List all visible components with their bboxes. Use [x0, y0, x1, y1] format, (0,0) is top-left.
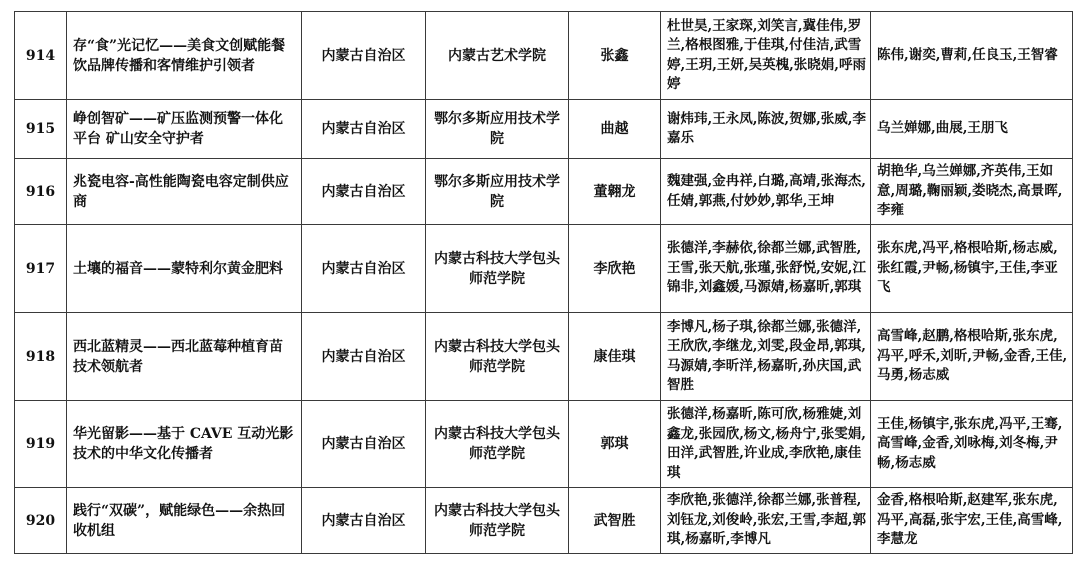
advisors: 金香,格根哈斯,赵建军,张东虎,冯平,高磊,张宇宏,王佳,高雪峰,李慧龙 — [871, 488, 1073, 554]
region: 内蒙古自治区 — [302, 225, 426, 313]
team-leader: 李欣艳 — [569, 225, 661, 313]
team-leader: 曲越 — [569, 100, 661, 159]
team-leader: 董翱龙 — [569, 159, 661, 225]
row-number: 914 — [15, 12, 67, 100]
team-members: 魏建强,金冉祥,白璐,高靖,张海杰,任婧,郭燕,付妙妙,郭华,王坤 — [661, 159, 871, 225]
school-name: 内蒙古科技大学包头师范学院 — [426, 488, 569, 554]
team-members: 谢炜玮,王永凤,陈波,贺娜,张威,李嘉乐 — [661, 100, 871, 159]
advisors: 王佳,杨镇宇,张东虎,冯平,王骞,高雪峰,金香,刘咏梅,刘冬梅,尹畅,杨志威 — [871, 401, 1073, 488]
table-row — [15, 313, 1073, 401]
row-number: 920 — [15, 488, 67, 554]
school-name: 内蒙古科技大学包头师范学院 — [426, 313, 569, 401]
advisors: 乌兰婵娜,曲展,王朋飞 — [871, 100, 1073, 159]
region: 内蒙古自治区 — [302, 401, 426, 488]
row-number: 918 — [15, 313, 67, 401]
team-leader: 康佳琪 — [569, 313, 661, 401]
school-name: 鄂尔多斯应用技术学院 — [426, 100, 569, 159]
row-number: 916 — [15, 159, 67, 225]
table-row — [15, 488, 1073, 554]
advisors: 高雪峰,赵鹏,格根哈斯,张东虎,冯平,呼禾,刘昕,尹畅,金香,王佳,马勇,杨志威 — [871, 313, 1073, 401]
project-name: 峥创智矿——矿压监测预警一体化平台 矿山安全守护者 — [67, 100, 302, 159]
award-list-table — [14, 11, 1073, 554]
team-members: 李博凡,杨子琪,徐都兰娜,张德洋,王欣欣,李继龙,刘雯,段金昂,郭琪,马源婧,李昕洋,杨嘉昕,孙庆国,武智胜 — [661, 313, 871, 401]
table-row — [15, 12, 1073, 100]
region: 内蒙古自治区 — [302, 159, 426, 225]
row-number: 919 — [15, 401, 67, 488]
row-number: 917 — [15, 225, 67, 313]
table-body — [15, 12, 1073, 554]
project-name: 西北蓝精灵——西北蓝莓种植育苗技术领航者 — [67, 313, 302, 401]
table-row — [15, 225, 1073, 313]
team-members: 张德洋,杨嘉昕,陈可欣,杨雅婕,刘鑫龙,张园欣,杨文,杨舟宁,张雯娟,田洋,武智胜,许业成,李欣艳,康佳琪 — [661, 401, 871, 488]
school-name: 内蒙古艺术学院 — [426, 12, 569, 100]
team-leader: 武智胜 — [569, 488, 661, 554]
project-name: 土壤的福音——蒙特利尔黄金肥料 — [67, 225, 302, 313]
region: 内蒙古自治区 — [302, 488, 426, 554]
project-name: 存“食”光记忆——美食文创赋能餐饮品牌传播和客情维护引领者 — [67, 12, 302, 100]
team-leader: 郭琪 — [569, 401, 661, 488]
school-name: 鄂尔多斯应用技术学院 — [426, 159, 569, 225]
row-number: 915 — [15, 100, 67, 159]
region: 内蒙古自治区 — [302, 12, 426, 100]
school-name: 内蒙古科技大学包头师范学院 — [426, 225, 569, 313]
region: 内蒙古自治区 — [302, 313, 426, 401]
team-members: 杜世昊,王家琛,刘笑言,冀佳伟,罗兰,格根图雅,于佳琪,付佳洁,武雪婷,王玥,王妍,吴英槐,张晓娟,呼雨婷 — [661, 12, 871, 100]
team-members: 张德洋,李赫依,徐都兰娜,武智胜,王雪,张天航,张瑾,张舒悦,安妮,江锦非,刘鑫媛,马源婧,杨嘉昕,郭琪 — [661, 225, 871, 313]
project-name: 兆瓷电容-高性能陶瓷电容定制供应商 — [67, 159, 302, 225]
advisors: 陈伟,谢奕,曹莉,任良玉,王智睿 — [871, 12, 1073, 100]
school-name: 内蒙古科技大学包头师范学院 — [426, 401, 569, 488]
project-name: 华光留影——基于 CAVE 互动光影技术的中华文化传播者 — [67, 401, 302, 488]
project-name: 践行“双碳”，赋能绿色——余热回收机组 — [67, 488, 302, 554]
table-row — [15, 159, 1073, 225]
team-members: 李欣艳,张德洋,徐都兰娜,张普程,刘钰龙,刘俊岭,张宏,王雪,李超,郭琪,杨嘉昕,李博凡 — [661, 488, 871, 554]
award-table-container — [14, 11, 1072, 554]
region: 内蒙古自治区 — [302, 100, 426, 159]
team-leader: 张鑫 — [569, 12, 661, 100]
advisors: 胡艳华,乌兰婵娜,齐英伟,王如意,周璐,鞠丽颖,娄晓杰,高景晖,李雍 — [871, 159, 1073, 225]
table-row — [15, 401, 1073, 488]
advisors: 张东虎,冯平,格根哈斯,杨志威,张红霞,尹畅,杨镇宇,王佳,李亚飞 — [871, 225, 1073, 313]
table-row — [15, 100, 1073, 159]
